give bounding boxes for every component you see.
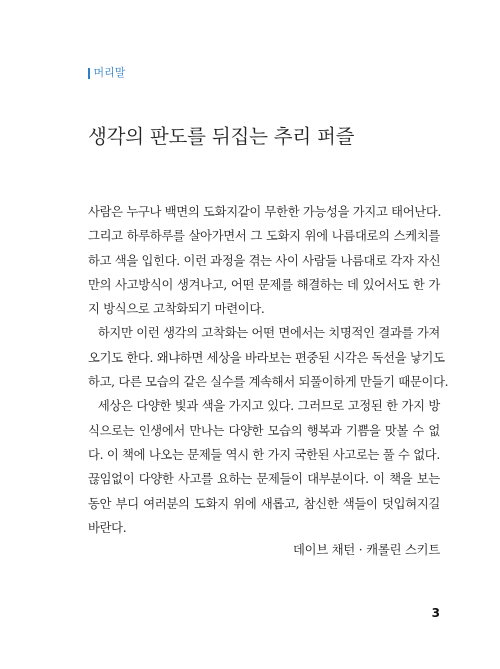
paragraph-2-line-2: 오기도 한다. 왜냐하면 세상을 바라보는 편중된 시각은 독선을 낳기도	[88, 350, 445, 365]
paragraph-3-line-3: 다. 이 책에 나오는 문제들 역시 한 가지 국한된 사고로는 풀 수 없다.	[88, 447, 440, 462]
paragraph-1-line-5: 지 방식으로 고착화되기 마련이다.	[88, 302, 265, 317]
paragraph-1-line-1: 사람은 누구나 백면의 도화지같이 무한한 가능성을 가지고 태어난다.	[88, 205, 442, 219]
paragraph-1-line-4: 만의 사고방식이 생겨나고, 어떤 문제를 해결하는 데 있어서도 한 가	[88, 277, 440, 292]
paragraph-2-line-3: 하고, 다른 모습의 같은 실수를 계속해서 되풀이하게 만들기 때문이다.	[88, 375, 449, 390]
section-label	[88, 66, 125, 80]
page-number: 3	[431, 606, 440, 620]
section-label-text: 머리말	[93, 66, 126, 79]
paragraph-2-line-1: 하지만 이런 생각의 고착화는 어떤 면에서는 치명적인 결과를 가져	[97, 326, 440, 341]
body-text	[88, 200, 449, 540]
paragraph-1-line-2: 그리고 하루하루를 살아가면서 그 도화지 위에 나름대로의 스케치를	[88, 229, 440, 244]
paragraph-3-line-2: 식으로는 인생에서 만나는 다양한 모습의 행복과 기쁨을 맛볼 수 없	[88, 423, 440, 438]
section-label-bar	[88, 68, 90, 79]
author-signature: 데이브 채턴 · 캐롤린 스키트	[292, 543, 440, 557]
paragraph-1-line-3: 하고 색을 입힌다. 이런 과정을 겪는 사이 사람들 나름대로 각자 자신	[88, 253, 441, 268]
paragraph-3-line-5: 동안 부디 여러분의 도화지 위에 새롭고, 참신한 색들이 덧입혀지길	[88, 496, 440, 511]
paragraph-3-line-4: 끊임없이 다양한 사고를 요하는 문제들이 대부분이다. 이 책을 보는	[88, 472, 440, 487]
paragraph-3-line-1: 세상은 다양한 빛과 색을 가지고 있다. 그러므로 고정된 한 가지 방	[97, 399, 440, 414]
paragraph-3-line-6: 바란다.	[88, 520, 127, 535]
page-title: 생각의 판도를 뒤집는 추리 퍼즐	[88, 125, 355, 148]
